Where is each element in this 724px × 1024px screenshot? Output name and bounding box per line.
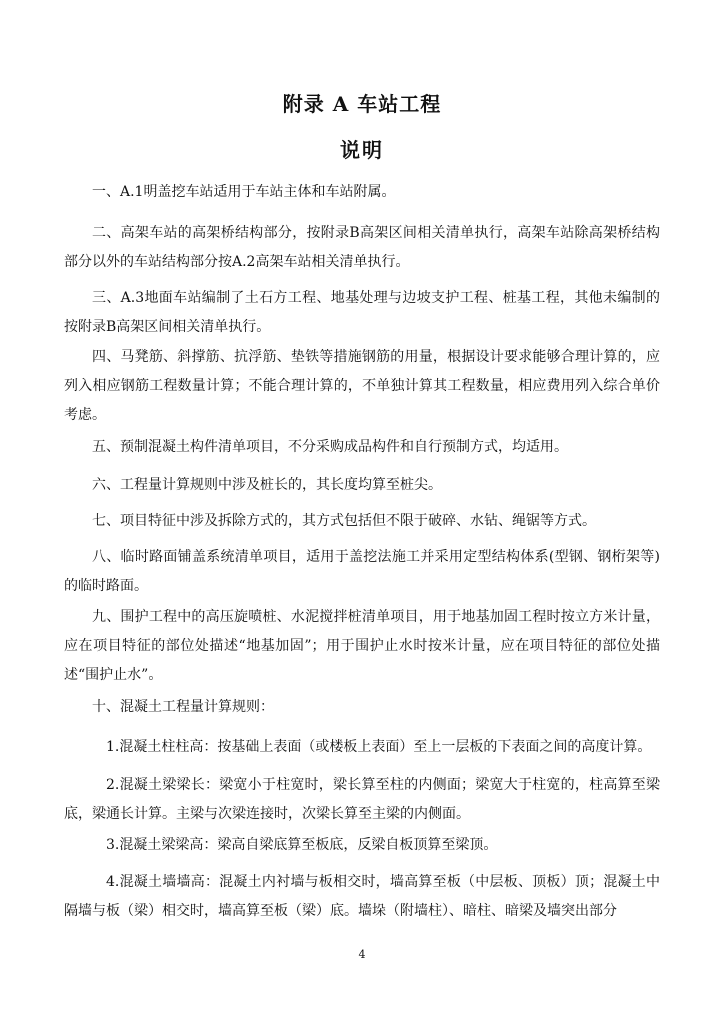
paragraph-8: 八、临时路面铺盖系统清单项目，适用于盖挖法施工并采用定型结构体系(型钢、钢桁架等)的临时路面。 [64,549,660,594]
paragraph-9: 九、围护工程中的高压旋喷桩、水泥搅拌桩清单项目，用于地基加固工程时按立方米计量，应在项目特征的部位处描述“地基加固”；用于围护止水时按米计量，应在项目特征的部位处描述“围护止水”。 [64,609,660,683]
rule-item-4: 4.混凝土墙墙高：混凝土内衬墙与板相交时，墙高算至板（中层板、顶板）顶；混凝土中隔墙与板（梁）相交时，墙高算至板（梁）底。墙垛（附墙柱）、暗柱、暗梁及墙突出部分 [64,874,660,919]
paragraph-6: 六、工程量计算规则中涉及桩长的，其长度均算至桩尖。 [92,477,442,493]
section-subtitle: 说明 [340,138,384,162]
page-number: 4 [358,948,366,961]
rule-item-2: 2.混凝土梁梁长：梁宽小于柱宽时，梁长算至柱的内侧面；梁宽大于柱宽的，柱高算至梁底，梁通长计算。主梁与次梁连接时，次梁长算至主梁的内侧面。 [64,777,660,822]
paragraph-3: 三、A.3地面车站编制了土石方工程、地基处理与边坡支护工程、桩基工程，其他未编制的按附录B高架区间相关清单执行。 [64,290,660,335]
paragraph-2: 二、高架车站的高架桥结构部分，按附录B高架区间相关清单执行，高架车站除高架桥结构部分以外的车站结构部分按A.2高架车站相关清单执行。 [64,225,660,270]
page-title: 附录 A 车站工程 [282,92,442,116]
paragraph-1: 一、A.1明盖挖车站适用于车站主体和车站附属。 [92,184,396,200]
rule-item-3: 3.混凝土梁梁高：梁高自梁底算至板底，反梁自板顶算至梁顶。 [106,837,498,853]
paragraph-4: 四、马凳筋、斜撑筋、抗浮筋、垫铁等措施钢筋的用量，根据设计要求能够合理计算的，应列入相应钢筋工程数量计算；不能合理计算的，不单独计算其工程数量，相应费用列入综合单价考虑。 [64,349,660,423]
paragraph-5: 五、预制混凝土构件清单项目，不分采购成品构件和自行预制方式，均适用。 [92,439,568,455]
paragraph-10: 十、混凝土工程量计算规则： [92,699,274,715]
paragraph-7: 七、项目特征中涉及拆除方式的，其方式包括但不限于破碎、水钻、绳锯等方式。 [92,513,596,529]
rule-item-1: 1.混凝土柱柱高：按基础上表面（或楼板上表面）至上一层板的下表面之间的高度计算。 [106,739,652,755]
